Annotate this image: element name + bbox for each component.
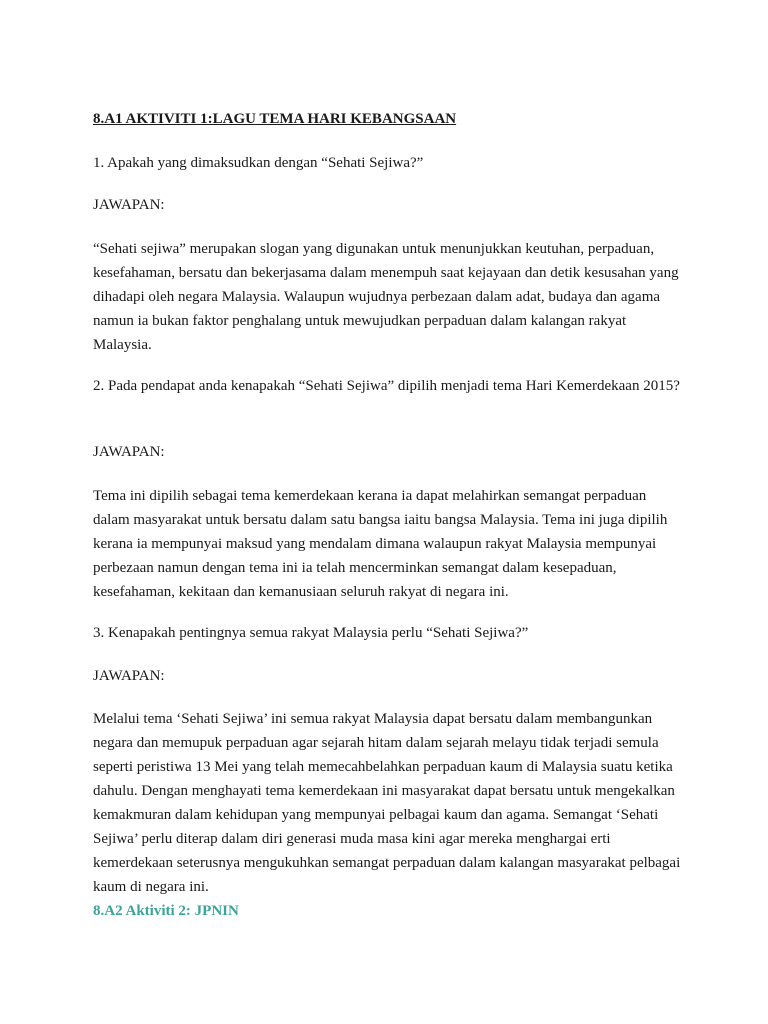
question-2: 2. Pada pendapat anda kenapakah “Sehati Sejiwa” dipilih menjadi tema Hari Kemerdekaan 2015? <box>93 378 680 394</box>
answer-1: “Sehati sejiwa” merupakan slogan yang digunakan untuk menunjukkan keutuhan, perpaduan, kesefahaman, bersatu dan bekerjasama dalam menempuh saat kejayaan dan detik kesusahan yang dihadapi oleh negara Malaysia. Walaupun wujudnya perbezaan dalam adat, budaya dan agama namun ia bukan faktor penghalang untuk mewujudkan perpaduan dalam kalangan rakyat Malaysia. <box>93 241 679 353</box>
section-title: 8.A1 AKTIVITI 1:LAGU TEMA HARI KEBANGSAAN <box>93 111 457 127</box>
answer-2: Tema ini dipilih sebagai tema kemerdekaan kerana ia dapat melahirkan semangat perpaduan dalam masyarakat untuk bersatu dalam satu bangsa iaitu bangsa Malaysia. Tema ini juga dipilih kerana ia mempunyai maksud yang mendalam dimana walaupun rakyat Malaysia mempunyai perbezaan namun dengan tema ini ia telah mencerminkan semangat dalam kesepaduan, kesefahaman, kekitaan dan kemanusiaan seluruh rakyat di negara ini. <box>93 488 668 600</box>
question-1: 1. Apakah yang dimaksudkan dengan “Sehati Sejiwa?” <box>93 155 424 171</box>
answer-label-3: JAWAPAN: <box>93 668 165 684</box>
answer-label-1: JAWAPAN: <box>93 197 165 213</box>
question-3: 3. Kenapakah pentingnya semua rakyat Malaysia perlu “Sehati Sejiwa?” <box>93 625 529 641</box>
next-section-title: 8.A2 Aktiviti 2: JPNIN <box>93 903 239 919</box>
answer-3: Melalui tema ‘Sehati Sejiwa’ ini semua rakyat Malaysia dapat bersatu dalam membangunkan negara dan memupuk perpaduan agar sejarah hitam dalam sejarah melayu tidak terjadi semula seperti peristiwa 13 Mei yang telah memecahbelahkan perpaduan kaum di Malaysia suatu ketika dahulu. Dengan menghayati tema kemerdekaan ini masyarakat dapat bersatu untuk mengekalkan kemakmuran dalam kehidupan yang mempunyai pelbagai kaum dan agama. Semangat ‘Sehati Sejiwa’ perlu diterap dalam diri generasi muda masa kini agar mereka menghargai erti kemerdekaan seterusnya mengukuhkan semangat perpaduan dalam kalangan masyarakat pelbagai kaum di negara ini. <box>93 711 681 895</box>
answer-label-2: JAWAPAN: <box>93 444 165 460</box>
